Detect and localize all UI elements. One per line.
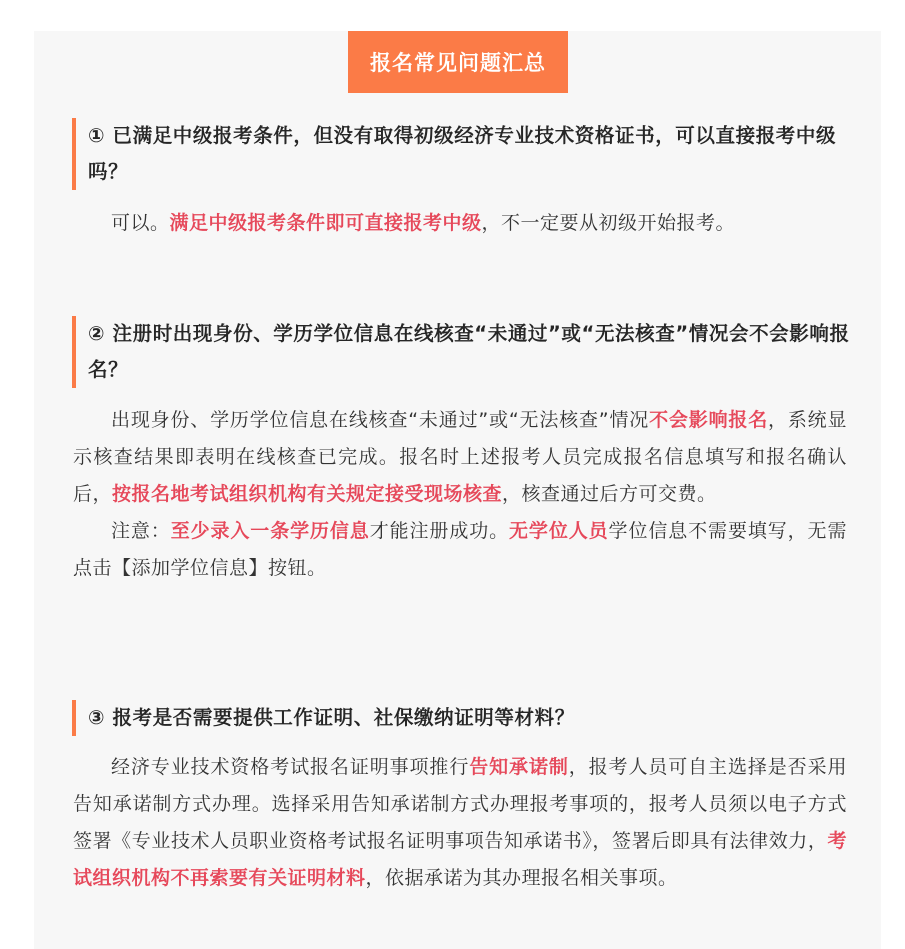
note-text: 注意：	[111, 520, 171, 542]
note-highlight: 无学位人员	[509, 520, 609, 542]
question-3: ③ 报考是否需要提供工作证明、社保缴纳证明等材料？	[72, 700, 868, 736]
answer-highlight: 告知承诺制	[469, 756, 569, 778]
question-1: ① 已满足中级报考条件，但没有取得初级经济专业技术资格证书，可以直接报考中级吗？	[72, 118, 868, 190]
answer-text: ，依据承诺为其办理报名相关事项。	[365, 867, 678, 889]
answer-text: 出现身份、学历学位信息在线核查“未通过”或“无法核查”情况	[111, 409, 650, 431]
answer-text: ，系统显示核查结果即表明在线核查已完成。报名时上述报考人员完成报名信息填写和报名确认后，	[73, 409, 847, 505]
answer-3-paragraph	[73, 749, 847, 897]
page-title: 报名常见问题汇总	[348, 31, 568, 93]
answer-text: 可以。	[111, 212, 170, 234]
answer-text: ，核查通过后方可交费。	[502, 483, 717, 505]
answer-highlight: 考试组织机构不再索要有关证明材料	[73, 830, 847, 889]
answer-1	[73, 205, 847, 242]
note-text: 学位信息不需要填写，无需点击【添加学位信息】按钮。	[73, 520, 847, 579]
answer-highlight: 不会影响报名	[649, 409, 769, 431]
answer-text: ，不一定要从初级开始报考。	[481, 212, 736, 234]
answer-2-note	[73, 513, 847, 587]
answer-2	[73, 402, 847, 587]
answer-highlight: 按报名地考试组织机构有关规定接受现场核查	[112, 483, 503, 505]
note-highlight: 至少录入一条学历信息	[170, 520, 370, 542]
answer-3	[73, 749, 847, 897]
answer-highlight: 满足中级报考条件即可直接报考中级	[169, 212, 482, 234]
note-text: 才能注册成功。	[369, 520, 510, 542]
question-2: ② 注册时出现身份、学历学位信息在线核查“未通过”或“无法核查”情况会不会影响报名？	[72, 316, 868, 388]
answer-text: ，报考人员可自主选择是否采用告知承诺制方式办理。选择采用告知承诺制方式办理报考事项的，报考人员须以电子方式签署《专业技术人员职业资格考试报名证明事项告知承诺书》，签署后即具有法律效力，	[73, 756, 847, 852]
answer-2-paragraph	[73, 402, 847, 513]
answer-1-paragraph	[73, 205, 847, 242]
answer-text: 经济专业技术资格考试报名证明事项推行	[111, 756, 470, 778]
